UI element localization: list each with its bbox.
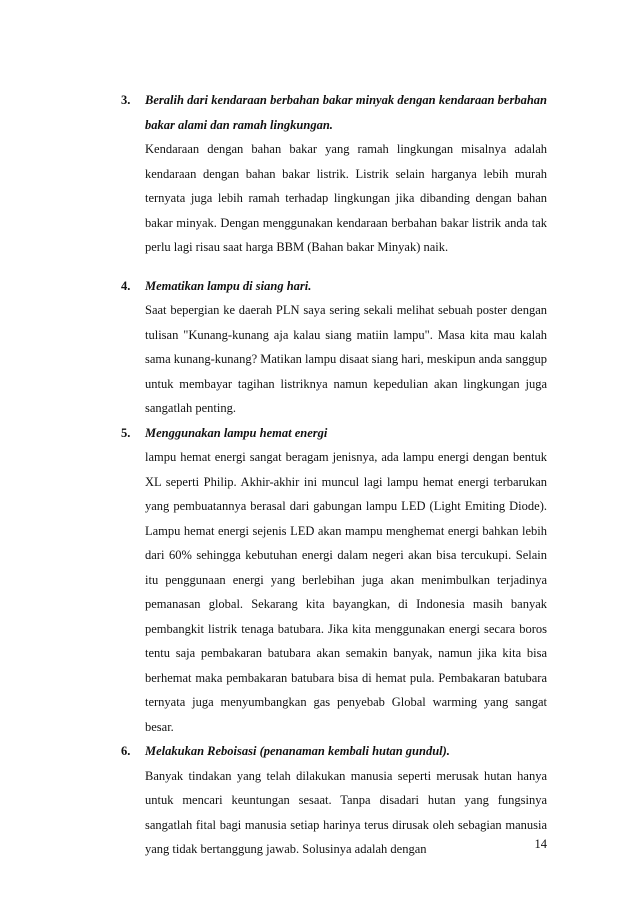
item-body: Saat bepergian ke daerah PLN saya sering sekali melihat sebuah poster dengan tulisan "Kunang-kunang aja kalau siang matiin lampu". Masa kita mau kalah sama kunang-kunang? Matikan lampu disaat siang hari, meskipun anda sanggup untuk membayar tagihan listriknya namun kepedulian akan lingkungan juga sangatlah penting.: [145, 303, 547, 415]
item-heading: Melakukan Reboisasi (penanaman kembali hutan gundul).: [145, 744, 450, 758]
item-number: 4.: [121, 278, 131, 293]
item-heading: Beralih dari kendaraan berbahan bakar minyak dengan kendaraan berbahan bakar alami dan ramah lingkungan.: [145, 93, 547, 132]
item-number: 3.: [121, 93, 131, 107]
document-content: [121, 88, 547, 862]
list-item-3: [121, 88, 547, 260]
spacer: [121, 260, 547, 274]
page-number: 14: [534, 837, 547, 851]
item-body: Banyak tindakan yang telah dilakukan manusia seperti merusak hutan hanya untuk mencari keuntungan sesaat. Tanpa disadari hutan yang fungsinya sangatlah fital bagi manusia setiap harinya terus dirusak oleh sebagian manusia yang tidak bertanggung jawab. Solusinya adalah dengan: [145, 768, 547, 856]
item-body: lampu hemat energi sangat beragam jenisnya, ada lampu energi dengan bentuk XL seperti Philip. Akhir-akhir ini muncul lagi lampu hemat energi terbarukan yang pembuatannya berasal dari gabungan lampu LED (Light Emiting Diode). Lampu hemat energi sejenis LED akan mampu menghemat energi bahkan lebih dari 60% sehingga kebutuhan energi dalam negeri akan bisa tercukupi. Selain itu penggunaan energi yang berlebihan juga akan menimbulkan terjadinya pemanasan global. Sekarang kita bayangkan, di Indonesia masih banyak pembangkit listrik tenaga batubara. Jika kita menggunakan energi secara boros tentu saja pembakaran batubara akan semakin banyak, namun jika kita bisa berhemat maka pembakaran batubara bisa di hemat pula. Pembakaran batubara ternyata juga menyumbangkan gas penyebab Global warming yang sangat besar.: [145, 450, 547, 734]
item-body: Kendaraan dengan bahan bakar yang ramah lingkungan misalnya adalah kendaraan dengan bahan bakar listrik. Listrik selain harganya lebih murah ternyata juga lebih ramah terhadap lingkungan jika dibanding dengan bahan bakar minyak. Dengan menggunakan kendaraan berbahan bakar listrik anda tak perlu lagi risau saat harga BBM (Bahan bakar Minyak) naik.: [145, 142, 547, 254]
item-number: 6.: [121, 744, 131, 758]
item-heading: Menggunakan lampu hemat energi: [145, 425, 328, 440]
item-heading: Mematikan lampu di siang hari.: [145, 278, 312, 293]
list-item-5: [121, 421, 547, 740]
list-item-4: [121, 274, 547, 421]
item-number: 5.: [121, 425, 131, 440]
list-item-6: [121, 739, 547, 862]
